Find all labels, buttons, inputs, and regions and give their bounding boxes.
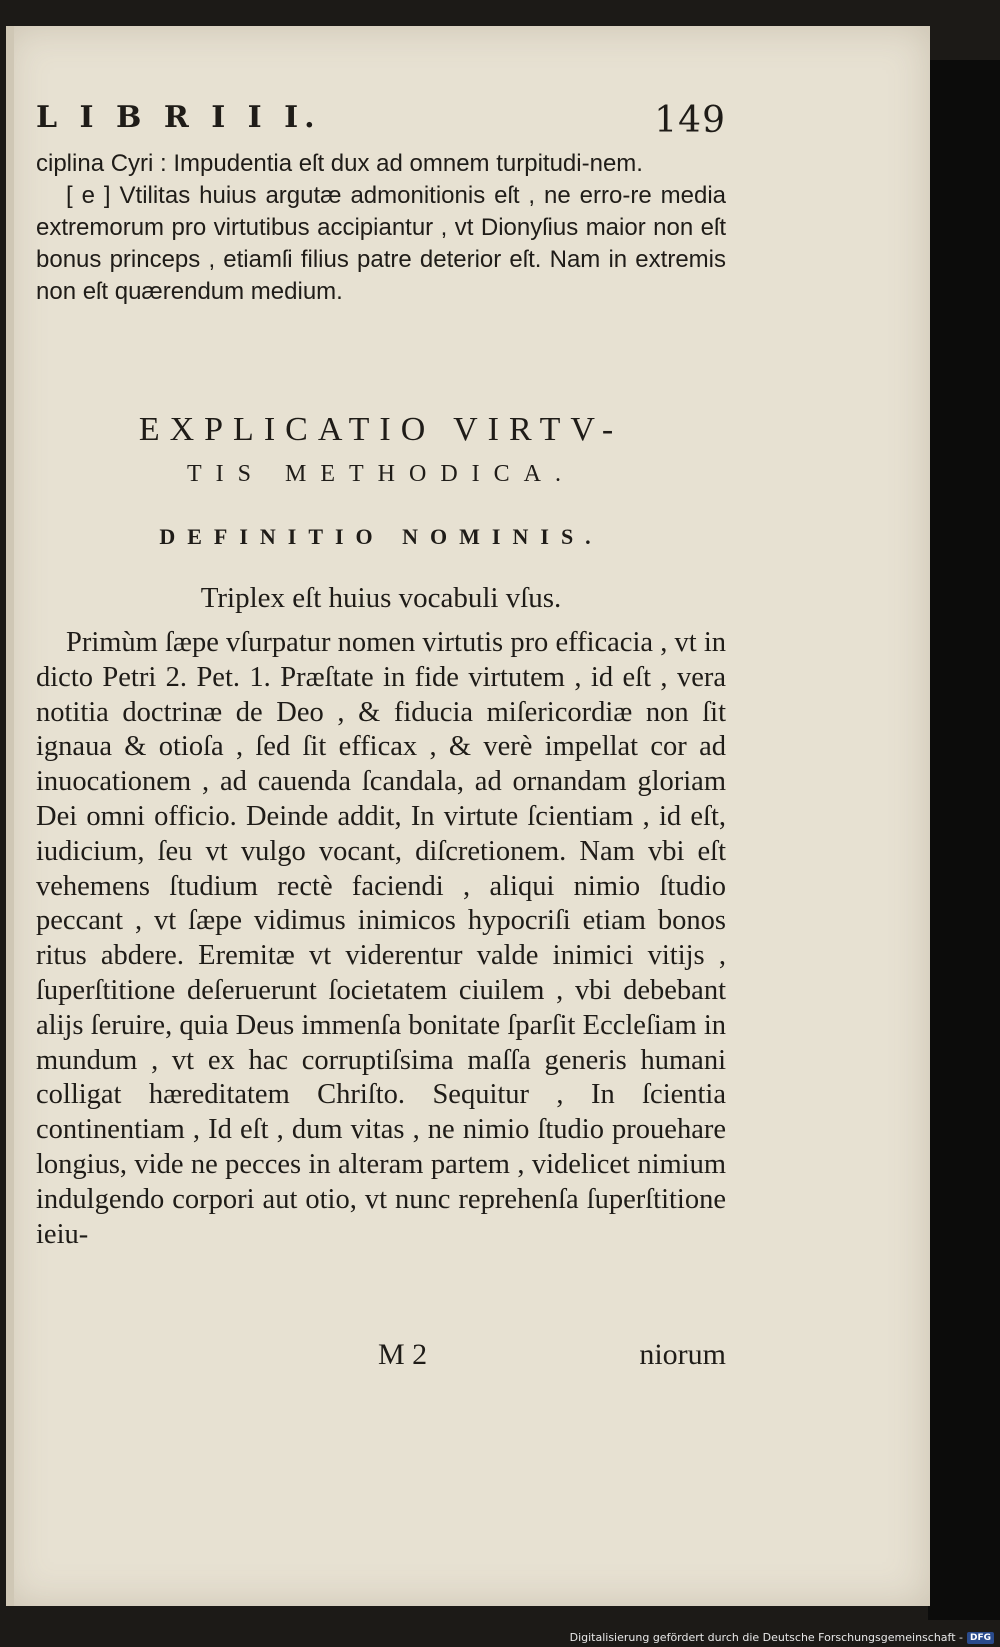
signature-mark: M 2 <box>378 1338 428 1371</box>
page-edge <box>6 26 14 1606</box>
body-paragraph: Primùm ſæpe vſurpatur nomen virtutis pro efficacia , vt in dicto Petri 2. Pet. 1. Præſtate in fide virtutem , id eſt , vera notitia doctrinæ de Deo , & fiducia miſericordiæ non ſit ignaua & otioſa , ſed ſit efficax , & verè impellat cor ad inuocationem , ad cauenda ſcandala, ad ornandam gloriam Dei omni officio. Deinde addit, In virtute ſcientiam , id eſt, iudicium, ſeu vt vulgo vocant, diſcretionem. Nam vbi eſt vehemens ſtudium rectè faciendi , aliqui nimio ſtudio peccant , vt ſæpe vidimus inimicos hypocriſi etiam bonos ritus abdere. Eremitæ vt viderentur valde inimici vitijs , ſuperſtitione deſeruerunt ſocietatem ciuilem , vbi debebant alijs ſeruire, quia Deus immenſa bonitate ſparſit Eccleſiam in mundum , vt ex hac corruptiſsima maſſa generis humani colligat hæreditatem Chriſto. Sequitur , In ſcientia continentiam , Id eſt , dum vitas , ne nimio ſtudio prouehare longius, vide ne pecces in alteram partem , videlicet nimium indulgendo corpori aut otio, vt nunc reprehenſa ſuperſtitione ieiu- <box>36 627 726 1250</box>
intro-line: Triplex eſt huius vocabuli vſus. <box>200 582 562 614</box>
note-line-1: ciplina Cyri : Impudentia eſt dux ad omnem turpitudi-nem. <box>36 150 643 177</box>
scan-background <box>928 60 1000 1620</box>
section-heading-line-2: TIS METHODICA. <box>187 461 575 487</box>
commentary-note <box>36 148 726 308</box>
catchword: niorum <box>639 1338 726 1371</box>
body-text <box>36 626 726 1252</box>
page-number: 149 <box>654 100 726 141</box>
credit-text: Digitalisierung gefördert durch die Deutsche Forschungsgemeinschaft - <box>569 1631 963 1644</box>
digitization-credit <box>570 1631 994 1644</box>
note-paragraph-e: [ e ] Vtilitas huius argutæ admonitionis eſt , ne erro-re media extremorum pro virtutibus accipiantur , vt Dionyſius maior non eſt bonus princeps , etiamſi filius patre deterior eſt. Nam in extremis non eſt quærendum medium. <box>36 182 726 305</box>
running-head <box>36 100 726 141</box>
section-heading <box>36 408 726 496</box>
running-head-title: L I B R I I I. <box>36 100 321 135</box>
section-heading-line-1: EXPLICATIO VIRTV- <box>138 411 624 448</box>
dfg-logo-icon[interactable]: DFG <box>967 1632 994 1644</box>
book-page <box>6 26 930 1606</box>
subsection-heading: DEFINITIO NOMINIS. <box>159 524 603 549</box>
